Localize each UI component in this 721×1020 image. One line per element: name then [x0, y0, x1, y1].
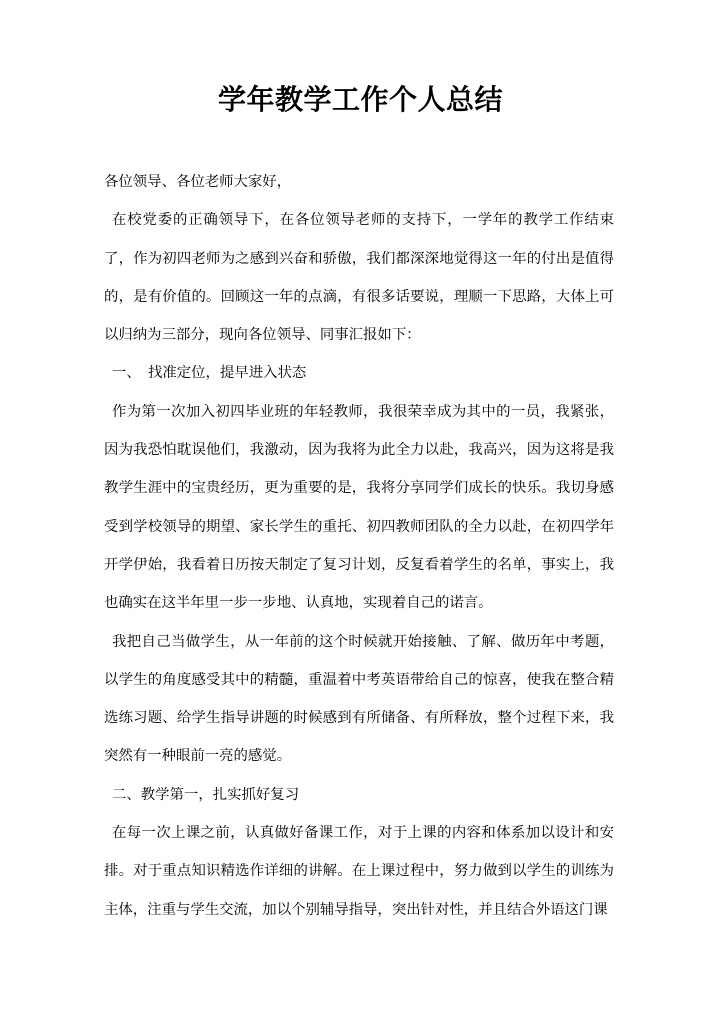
document-title: 学年教学工作个人总结	[217, 85, 503, 116]
document-body	[104, 163, 614, 929]
paragraph: 在校党委的正确领导下，在各位领导老师的支持下，一学年的教学工作结束了，作为初四老师为之感到兴奋和骄傲，我们都深深地觉得这一年的付出是值得的，是有价值的。回顾这一年的点滴，有很多话要说，理顺一下思路，大体上可以归纳为三部分，现向各位领导、同事汇报如下：	[104, 212, 614, 344]
paragraph: 我把自己当做学生，从一年前的这个时候就开始接触、了解、做历年中考题，以学生的角度感受其中的精髓，重温着中考英语带给自己的惊喜，使我在整合精选练习题、给学生指导讲题的时候感到有所储备、有所释放，整个过程下来，我突然有一种眼前一亮的感觉。	[104, 633, 614, 765]
paragraph: 各位领导、各位老师大家好，	[104, 174, 292, 190]
paragraph: 作为第一次加入初四毕业班的年轻教师，我很荣幸成为其中的一员，我紧张，因为我恐怕耽误他们，我激动，因为我将为此全力以赴，我高兴，因为这将是我教学生涯中的宝贵经历，更为重要的是，我将分享同学们成长的快乐。我切身感受到学校领导的期望、家长学生的重托、初四教师团队的全力以赴，在初四学年开学伊始，我看着日历按天制定了复习计划，反复看着学生的名单，事实上，我也确实在这半年里一步一步地、认真地，实现着自己的诺言。	[104, 403, 614, 612]
section-heading: 一、 找准定位，提早进入状态	[112, 365, 307, 382]
paragraph: 在每一次上课之前，认真做好备课工作，对于上课的内容和体系加以设计和安排。对于重点知识精选作详细的讲解。在上课过程中，努力做到以学生的训练为主体，注重与学生交流，加以个别辅导指导，突出针对性，并且结合外语这门课	[104, 825, 614, 918]
section-heading: 二、教学第一，扎实抓好复习	[112, 786, 300, 803]
